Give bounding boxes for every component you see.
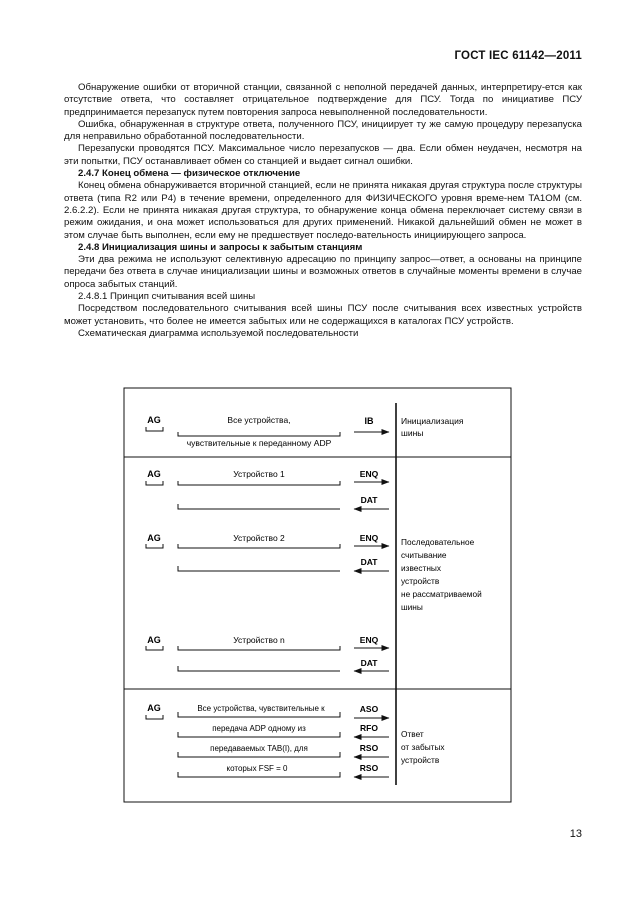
ag-bracket (146, 646, 163, 650)
forgotten-label: от забытых (401, 742, 445, 752)
dat-code: DAT (360, 658, 378, 668)
dat-code: DAT (360, 557, 378, 567)
paragraph: Схематическая диаграмма используемой последовательности (78, 327, 359, 339)
response-bracket (178, 566, 340, 571)
ag-label: AG (147, 635, 161, 645)
rso-code: RSO (359, 743, 379, 753)
ag-bracket (146, 427, 163, 431)
sequential-label: Последовательное (401, 537, 475, 547)
forgotten-line: Все устройства, чувствительные к (197, 704, 325, 713)
subsection-heading: 2.4.8.1 Принцип считывания всей шины (78, 291, 256, 303)
device-bracket (178, 481, 340, 485)
aso-code: ASO (359, 704, 379, 714)
sequential-label: шины (401, 602, 423, 612)
forgotten-line: передаваемых TAB(I), для (210, 744, 308, 753)
paragraph: Конец обмена обнаруживается вторичной станцией, если не принята никакая другая структура после структуры ответа (типа R2 или P4) в течение времени, определенного для ФИЗИЧЕСКОГО уровня време-нем TA1OM (см. 2.6.2.2). Если не принята никакая другая структура, то обнаружение конца обмена переключает систему связи в режим ожидания, и она может использоваться для других применений. Никакой дальнейший обмен не может в этом случае быть выполнен, если ему не предшествует последо-вательность инициирующего запроса. (64, 180, 582, 241)
rfo-code: RFO (360, 723, 378, 733)
page-number: 13 (569, 828, 582, 840)
paragraph: Эти два режима не используют селективную адресацию по принципу запрос—ответ, а основаны на принципе передачи без ответа в случае инициализации шины и возможных ответов в случайные моменты времени в случае опроса забытых станций. (64, 254, 582, 290)
ag-bracket (146, 715, 163, 719)
enq-code: ENQ (359, 469, 379, 479)
device-2-label: Устройство 2 (233, 533, 285, 543)
ag-label: AG (147, 415, 161, 425)
paragraph: Посредством последовательного считывания всей шины ПСУ после считывания всех известных устройств может установить, что более не имеется забытых или не содержащихся в каталогах ПСУ устройств. (64, 303, 582, 327)
response-bracket (178, 666, 340, 671)
sequential-label: считывание (401, 550, 447, 560)
init-label: шины (401, 428, 424, 438)
sequential-label: известных (401, 563, 442, 573)
init-label: Инициализация (401, 416, 464, 426)
forgotten-line: передача ADP одному из (212, 724, 306, 733)
response-bracket (178, 504, 340, 509)
forgotten-label: Ответ (401, 729, 424, 739)
sequential-label: не рассматриваемой (401, 589, 482, 599)
init-line1: Все устройства, (227, 415, 291, 425)
ag-bracket (146, 544, 163, 548)
ag-label: AG (147, 703, 161, 713)
ib-code: IB (364, 416, 374, 426)
forgotten-line: которых FSF = 0 (226, 764, 288, 773)
enq-code: ENQ (359, 635, 379, 645)
dat-code: DAT (360, 495, 378, 505)
device-1-label: Устройство 1 (233, 469, 285, 479)
ag-label: AG (147, 533, 161, 543)
device-bracket (178, 544, 340, 548)
device-n-label: Устройство n (233, 635, 285, 645)
paragraph: Перезапуски проводятся ПСУ. Максимальное число перезапусков — два. Если обмен неудачен, несмотря на эти попытки, ПСУ останавливает обмен со станцией и выдает сигнал ошибки. (64, 143, 582, 167)
document-header: ГОСТ IEC 61142—2011 (454, 50, 582, 62)
device-bracket (178, 432, 340, 436)
paragraph: Ошибка, обнаруженная в структуре ответа, полученного ПСУ, инициирует ту же самую процедуру перезапуска для неправильно обработанной последовательности. (64, 118, 582, 143)
sequential-label: устройств (401, 576, 440, 586)
device-bracket (178, 646, 340, 650)
enq-code: ENQ (359, 533, 379, 543)
section-heading: 2.4.7 Конец обмена — физическое отключение (78, 168, 301, 180)
paragraph: Обнаружение ошибки от вторичной станции, связанной с неполной передачей данных, интерпретиру-ется как отсутствие ответа, что составляет отрицательное подтверждение для ПСУ. Тогда по инициативе ПСУ предпринимается перезапуск путем повторения запроса невыполненной последовательности. (64, 82, 582, 118)
ag-bracket (146, 481, 163, 485)
section-heading: 2.4.8 Инициализация шины и запросы к забытым станциям (78, 241, 363, 253)
forgotten-label: устройств (401, 755, 440, 765)
init-line2: чувствительные к переданному ADP (186, 438, 332, 448)
rso-code: RSO (359, 763, 379, 773)
ag-label: AG (147, 469, 161, 479)
